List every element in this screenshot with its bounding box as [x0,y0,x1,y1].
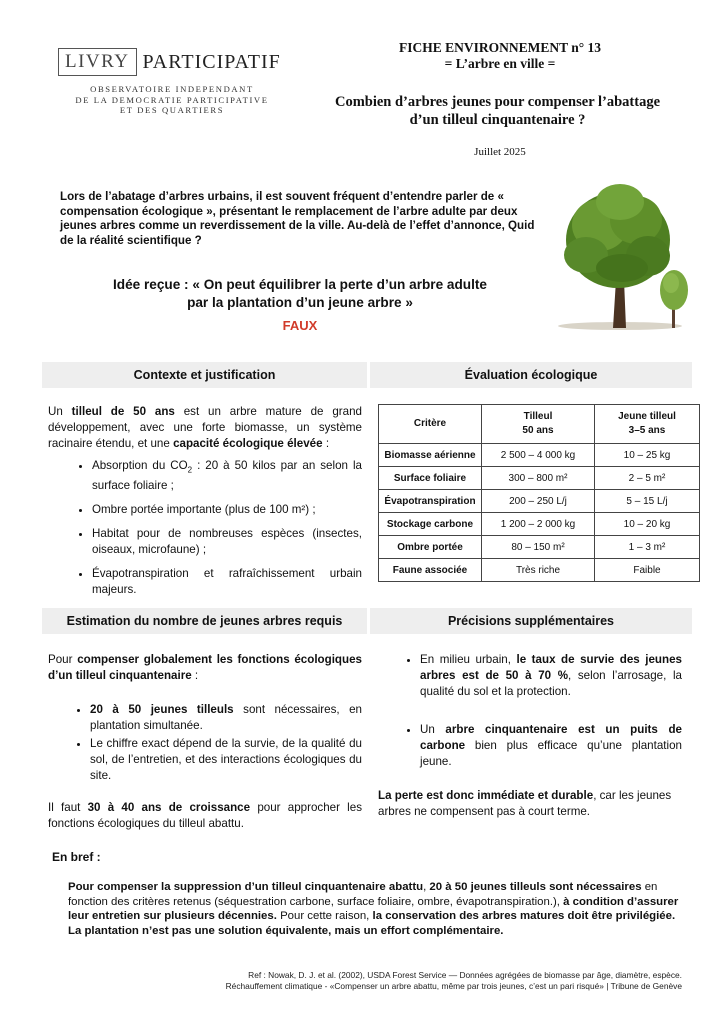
text: tilleul de 50 ans [71,405,175,418]
precisions-conclusion [378,788,682,820]
list-item [90,702,362,734]
tree-illustration [540,180,700,330]
text: Pour cette raison, [280,910,370,922]
text: Pour [48,653,73,666]
estimation-list [48,702,362,784]
logo-subtitle-line: ET DES QUARTIERS [119,105,225,115]
table-cell: 1 200 – 2 000 kg [482,513,595,536]
table-cell: 300 – 800 m² [482,467,595,490]
table-cell: 10 – 20 kg [595,513,700,536]
contexte-list [48,458,362,598]
table-cell: Très riche [482,559,595,582]
references [180,970,682,992]
text: capacité écologique élevée [173,437,323,450]
table-cell: 5 – 15 L/j [595,490,700,513]
list-item [420,652,682,700]
table-cell: Faible [595,559,700,582]
text: bien plus efficace qu’une plantation jeune. [420,739,682,768]
logo-subtitle-line: OBSERVATOIRE INDEPENDANT [90,84,254,94]
table-cell: 10 – 25 kg [595,444,700,467]
text: 30 à 40 ans de croissance [87,801,251,814]
table-row [379,559,700,582]
table-row [379,467,700,490]
section-contexte: Contexte et justification [42,362,367,388]
table-row [379,444,700,467]
idee-line: Idée reçue : « On peut équilibrer la perte d’un arbre adulte [113,277,487,292]
text: est un arbre mature de grand développement, avec une forte biomasse, un système racinaire étendu, et une [48,405,362,450]
text: La perte est donc immédiate et durable [378,789,594,802]
text: pour approcher les fonctions écologiques du tilleul abattu. [48,801,362,830]
text: compenser globalement les fonctions écologiques d’un tilleul cinquantenaire [48,653,362,682]
fiche-header [330,40,670,72]
list-item [92,458,362,494]
fiche-theme: = L’arbre en ville = [444,56,556,71]
table-cell: 2 – 5 m² [595,467,700,490]
table-cell: 1 – 3 m² [595,536,700,559]
evaluation-table-wrapper [378,404,700,582]
section-precisions: Précisions supplémentaires [370,608,692,634]
section-evaluation: Évaluation écologique [370,362,692,388]
list-item: • Habitat pour de nombreuses espèces (insectes, oiseaux, microfaune) ; [92,526,362,558]
text: le taux de survie des jeunes arbres est de 50 à 70 % [420,653,682,682]
text: en fonction des critères retenus (séquestration carbone, surface foliaire, ombre, évapotranspiration.), [68,881,658,908]
estimation-conclusion [48,800,362,832]
text: , selon l’arrosage, la qualité du sol et la protection. [420,669,682,698]
list-item [420,722,682,770]
logo-box-word: LIVRY [58,48,137,76]
list-item: • Ombre portée importante (plus de 100 m²) ; [92,502,362,518]
reference-line: Réchauffement climatique - «Compenser un arbre abattu, même par trois jeunes, c’est un pari risqué» | Tribune de Genève [225,981,682,991]
contexte-paragraph [48,404,362,452]
evaluation-table [378,404,700,582]
intro-paragraph: Lors de l’abatage d’arbres urbains, il est souvent fréquent d’entendre parler de « compensation écologique », présentant le remplacement de l’arbre adulte par deux jeunes arbres comme un reverdissement de la ville. Au-delà de l’effet d’annonce, Quid de la réalité scientifique ? [60,190,535,247]
table-header: Tilleul 50 ans [482,405,595,444]
table-cell: 80 – 150 m² [482,536,595,559]
text: En milieu urbain, [420,653,511,666]
table-cell: Stockage carbone [379,513,482,536]
precisions-block [378,652,682,820]
table-row [379,490,700,513]
logo-subtitle-line: DE LA DEMOCRATIE PARTICIPATIVE [75,94,269,105]
table-row [379,536,700,559]
section-estimation: Estimation du nombre de jeunes arbres requis [42,608,367,634]
list-item: • Le chiffre exact dépend de la survie, de la qualité du sol, de l’entretien, et des interactions écologiques du site. [90,736,362,784]
table-cell: 200 – 250 L/j [482,490,595,513]
table-header: Critère [379,405,482,444]
text: Un [48,405,63,418]
table-row [379,513,700,536]
text: , [423,881,427,893]
text: 20 à 50 jeunes tilleuls sont nécessaires [429,881,642,893]
text: Pour compenser la suppression d’un tilleul cinquantenaire abattu [68,881,424,893]
text: , car les jeunes arbres ne compensent pas à court terme. [378,789,672,818]
table-cell: 2 500 – 4 000 kg [482,444,595,467]
en-bref-title: En bref : [52,850,101,864]
table-cell: Biomasse aérienne [379,444,482,467]
estimation-block [48,652,362,832]
title-line: d’un tilleul cinquantenaire ? [409,112,586,128]
text: 2 [187,465,193,475]
text: sont nécessaires, en plantation simultanée. [90,703,363,732]
text: : [194,669,199,682]
en-bref-text [68,880,688,938]
table-header-row [379,405,700,444]
reference-line: Ref : Nowak, D. J. et al. (2002), USDA Forest Service — Données agrégées de biomasse par âge, diamètre, espèce. [248,970,682,980]
title-line: Combien d’arbres jeunes pour compenser l’abattage [334,94,661,110]
list-item: • Évapotranspiration et rafraîchissement urbain majeurs. [92,566,362,598]
estimation-paragraph [48,652,362,684]
fiche-number: FICHE ENVIRONNEMENT n° 13 [398,40,602,55]
table-cell: Évapotranspiration [379,490,482,513]
text: : 20 à 50 kilos par an selon la surface foliaire ; [92,459,362,493]
text: 20 à 50 jeunes tilleuls [90,703,234,716]
table-header: Jeune tilleul 3–5 ans [595,405,700,444]
logo-subtitle [58,84,286,116]
table-cell: Ombre portée [379,536,482,559]
text: Un [420,723,435,736]
idee-recue [80,276,520,312]
verdict-faux: FAUX [282,318,318,333]
logo-word: PARTICIPATIF [142,50,281,73]
text: Absorption du CO [92,459,188,472]
text: la conservation des arbres matures doit être privilégiée. La plantation n’est pas une solution équivalente, mais un effort complémentaire. [68,910,676,937]
idee-line: par la plantation d’un jeune arbre » [187,295,413,310]
publication-date: Juillet 2025 [474,146,526,158]
table-cell: Surface foliaire [379,467,482,490]
text: arbre cinquantenaire est un puits de carbone [420,723,682,752]
table-cell: Faune associée [379,559,482,582]
logo [58,48,281,76]
precisions-list [378,652,682,770]
text: : [325,437,330,450]
contexte-block [48,404,362,606]
text: Il faut [48,801,81,814]
page-title [300,93,695,129]
text: à condition d’assurer leur entretien sur plusieurs décennies. [68,895,679,922]
